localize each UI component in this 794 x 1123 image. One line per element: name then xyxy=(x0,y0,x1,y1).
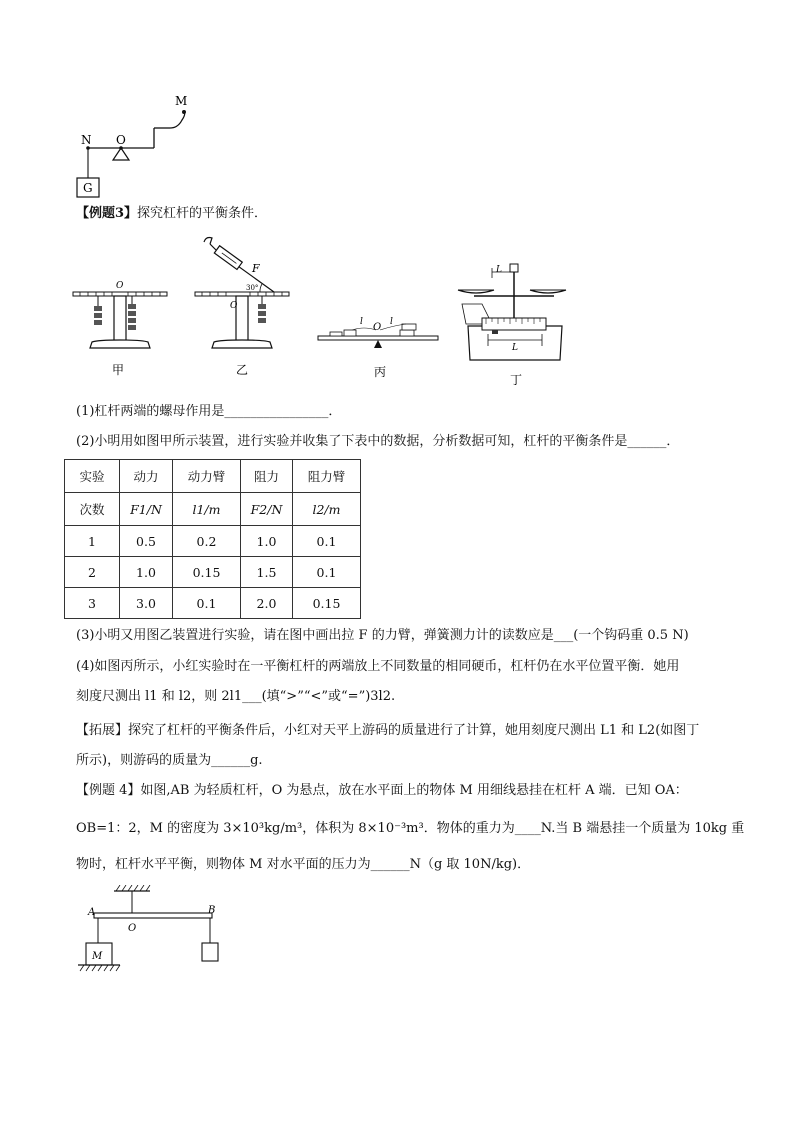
question-3: (3)小明又用图乙装置进行实验，请在图中画出拉 F 的力臂，弹簧测力计的读数应是___(一个钩码重 0.5 N) xyxy=(76,628,689,643)
extension-a: 【拓展】探究了杠杆的平衡条件后，小红对天平上游码的质量进行了计算，她用刻度尺测出 L1 和 L2(如图丁 xyxy=(76,723,700,738)
table-header-row xyxy=(65,493,361,526)
table-cell: 2.0 xyxy=(241,588,293,619)
ex4-label-o: O xyxy=(128,923,137,934)
table-cell: 0.1 xyxy=(293,526,361,557)
caption-ding: 丁 xyxy=(510,373,523,387)
table-cell: 0.2 xyxy=(173,526,241,557)
top-lever-figure xyxy=(70,90,200,202)
table-header-row xyxy=(65,460,361,493)
fig-ding-L1: L xyxy=(512,343,518,353)
table-header-cell: 动力臂 xyxy=(173,460,241,493)
fig-bing-l2: l xyxy=(390,317,393,327)
label-n: N xyxy=(81,133,92,147)
table-cell: 1 xyxy=(65,526,120,557)
table-cell: 1.5 xyxy=(241,557,293,588)
fig-bing-o: O xyxy=(373,322,382,333)
question-4a: (4)如图丙所示，小红实验时在一平衡杠杆的两端放上不同数量的相同硬币，杠杆仍在水平位置平衡．她用 xyxy=(76,659,680,674)
figure-bing xyxy=(312,308,442,380)
table-header-cell: l1/m xyxy=(173,493,241,526)
table-cell: 0.5 xyxy=(120,526,173,557)
fig-ding-L2: L xyxy=(496,265,502,275)
ex4-label-b: B xyxy=(208,905,216,916)
example3-heading: 【例题3】探究杠杆的平衡条件． xyxy=(76,206,268,221)
example4-line2: OB=1：2，M 的密度为 3×10³kg/m³，体积为 8×10⁻³m³．物体的重力为____N.当 B 端悬挂一个质量为 10kg 重 xyxy=(76,821,745,836)
table-cell: 3.0 xyxy=(120,588,173,619)
ex4-label-a: A xyxy=(88,907,96,918)
table-cell: 2 xyxy=(65,557,120,588)
table-header-cell: 动力 xyxy=(120,460,173,493)
figure-ding xyxy=(452,252,582,392)
figure-jia xyxy=(70,270,170,380)
caption-jia: 甲 xyxy=(112,363,125,377)
example4-line3: 物时，杠杆水平平衡，则物体 M 对水平面的压力为______N（g 取 10N/kg)． xyxy=(76,857,531,872)
data-table xyxy=(64,459,361,619)
example4-line1: 【例题 4】如图,AB 为轻质杠杆，O 为悬点，放在水平面上的物体 M 用细线悬挂在杠杆 A 端．已知 OA： xyxy=(76,783,688,798)
question-2: (2)小明用如图甲所示装置，进行实验并收集了下表中的数据，分析数据可知，杠杆的平衡条件是______． xyxy=(76,434,680,449)
table-header-cell: F2/N xyxy=(241,493,293,526)
table-header-cell: 阻力臂 xyxy=(293,460,361,493)
fig-yi-f: F xyxy=(252,262,260,275)
fig-jia-o: O xyxy=(116,281,124,291)
table-cell: 3 xyxy=(65,588,120,619)
example4-figure xyxy=(76,885,236,975)
question-1: (1)杠杆两端的螺母作用是________________． xyxy=(76,404,342,419)
table-header-cell: 阻力 xyxy=(241,460,293,493)
label-m: M xyxy=(175,94,188,108)
label-o: O xyxy=(116,133,126,147)
table-header-cell: F1/N xyxy=(120,493,173,526)
table-row xyxy=(65,557,361,588)
caption-yi: 乙 xyxy=(236,363,249,377)
table-header-cell: 实验 xyxy=(65,460,120,493)
table-cell: 1.0 xyxy=(241,526,293,557)
figure-yi xyxy=(190,232,300,380)
table-cell: 1.0 xyxy=(120,557,173,588)
table-cell: 0.15 xyxy=(173,557,241,588)
table-cell: 0.1 xyxy=(173,588,241,619)
table-row xyxy=(65,526,361,557)
label-g: G xyxy=(83,181,93,195)
table-row xyxy=(65,588,361,619)
fig-yi-o: O xyxy=(230,301,238,311)
fig-yi-angle: 30° xyxy=(246,284,259,292)
table-cell: 0.15 xyxy=(293,588,361,619)
fig-bing-l1: l xyxy=(360,317,363,327)
table-cell: 0.1 xyxy=(293,557,361,588)
caption-bing: 丙 xyxy=(374,365,387,379)
table-header-cell: 次数 xyxy=(65,493,120,526)
extension-b: 所示)，则游码的质量为______g. xyxy=(76,753,263,768)
question-4b: 刻度尺测出 l1 和 l2，则 2l1___(填“>”“<”或“=”)3l2. xyxy=(76,689,396,704)
ex4-label-m: M xyxy=(92,951,103,962)
table-header-cell: l2/m xyxy=(293,493,361,526)
